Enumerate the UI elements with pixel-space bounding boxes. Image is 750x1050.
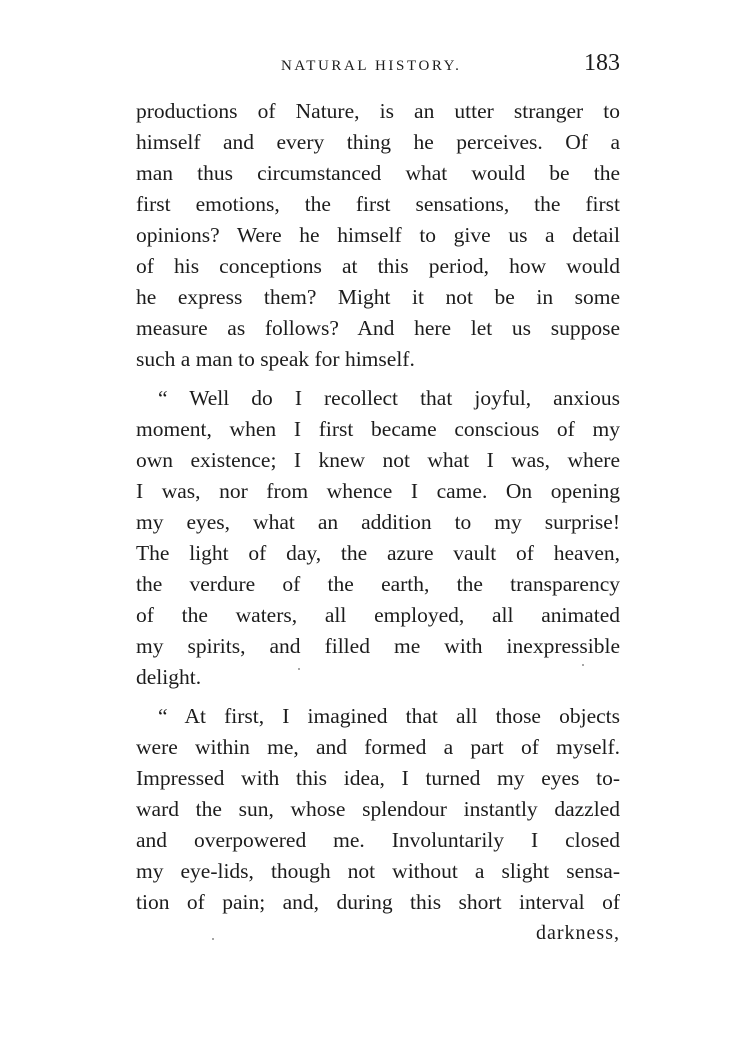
running-head bbox=[136, 50, 620, 84]
text-line: my eyes, what an addition to my surprise! bbox=[136, 510, 620, 534]
text-line: Impressed with this idea, I turned my eyes to- bbox=[136, 766, 620, 790]
text-line: The light of day, the azure vault of heaven, bbox=[136, 541, 620, 565]
paragraph-gap bbox=[136, 375, 620, 383]
text-line: opinions? Were he himself to give us a detail bbox=[136, 223, 620, 247]
text-line: productions of Nature, is an utter stranger to bbox=[136, 99, 620, 123]
text-line: and overpowered me. Involuntarily I closed bbox=[136, 828, 620, 852]
ink-speck bbox=[212, 938, 214, 940]
text-line: my spirits, and filled me with inexpressible bbox=[136, 634, 620, 658]
text-line: first emotions, the first sensations, the first bbox=[136, 192, 620, 216]
text-line: were within me, and formed a part of myself. bbox=[136, 735, 620, 759]
paragraph bbox=[136, 96, 620, 375]
catchword: darkness, bbox=[536, 922, 620, 944]
text-line: tion of pain; and, during this short interval of bbox=[136, 890, 620, 914]
text-line: own existence; I knew not what I was, where bbox=[136, 448, 620, 472]
page-number: 183 bbox=[584, 50, 620, 76]
text-line: the verdure of the earth, the transparency bbox=[136, 572, 620, 596]
text-line: he express them? Might it not be in some bbox=[136, 285, 620, 309]
ink-speck bbox=[298, 668, 300, 670]
text-line: of his conceptions at this period, how would bbox=[136, 254, 620, 278]
text-line: of the waters, all employed, all animated bbox=[136, 603, 620, 627]
text-line: “ At first, I imagined that all those objects bbox=[158, 704, 620, 728]
text-line: measure as follows? And here let us suppose bbox=[136, 316, 620, 340]
text-line: man thus circumstanced what would be the bbox=[136, 161, 620, 185]
text-line: ward the sun, whose splendour instantly dazzled bbox=[136, 797, 620, 821]
text-line: “ Well do I recollect that joyful, anxious bbox=[158, 386, 620, 410]
paragraph bbox=[136, 383, 620, 693]
paragraph-gap bbox=[136, 693, 620, 701]
ink-speck bbox=[582, 664, 584, 666]
paragraph bbox=[136, 701, 620, 918]
text-line: moment, when I first became conscious of my bbox=[136, 417, 620, 441]
body-text bbox=[136, 96, 620, 918]
text-line: delight. bbox=[136, 665, 202, 689]
running-title: NATURAL HISTORY. bbox=[281, 58, 462, 74]
text-line: such a man to speak for himself. bbox=[136, 347, 415, 371]
text-line: himself and every thing he perceives. Of a bbox=[136, 130, 620, 154]
text-line: I was, nor from whence I came. On opening bbox=[136, 479, 620, 503]
text-line: my eye-lids, though not without a slight sensa- bbox=[136, 859, 620, 883]
